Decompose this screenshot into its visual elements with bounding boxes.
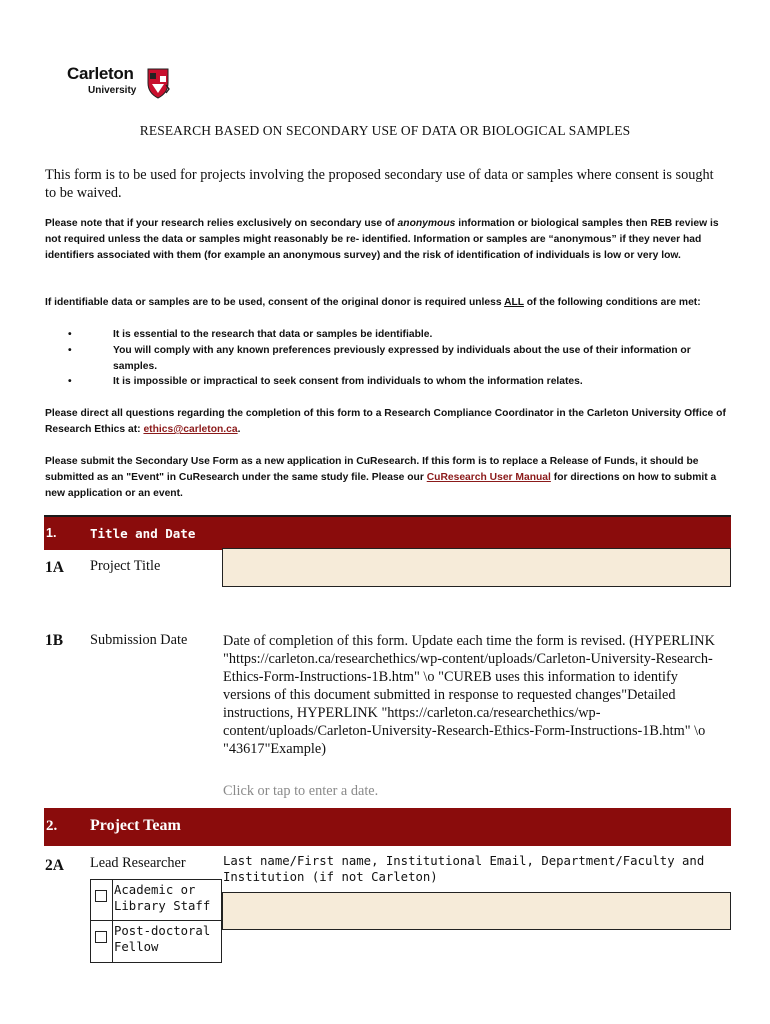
condition-item: It is essential to the research that data or samples be identifiable. [113,329,433,340]
row-2a-id: 2A [45,857,64,874]
university-logo-name: Carleton [67,64,134,83]
submit-text: Please submit the Secondary Use Form as a new application in CuResearch. If this form is to replace a Release of Funds, it should be submitted as an "Event" in CuResearch under the same study file. Please our [45,456,699,483]
conditions-tail: of the following conditions are met: [523,297,701,308]
conditions-all: ALL [504,297,524,308]
postdoc-label: Post-doctoral Fellow [114,924,211,954]
note-part2: information or biological samples then REB review is not required unless the data or samples might reasonably be re- identified. Information or samples are “anonymous” if they never had identifiers associated with them (for example an anonymous survey) and the risk of identification of individuals is low or very low. [45,218,719,261]
submit-paragraph [45,454,735,502]
submission-date-picker[interactable]: Click or tap to enter a date. [223,783,379,799]
conditions-paragraph [45,295,735,311]
questions-text: Please direct all questions regarding the completion of this form to a Research Compliance Coordinator in the Carleton University Office of Research Ethics at: [45,408,726,435]
row-1b-id: 1B [45,632,64,649]
lead-researcher-input[interactable] [222,892,731,930]
bullet-marker: • [68,376,72,387]
section-2-number: 2. [46,818,58,834]
curesearch-manual-link[interactable]: CuResearch User Manual [426,472,551,483]
submit-tail: for directions on how to submit a new application or an event. [45,472,717,499]
lead-researcher-instruction: Last name/First name, Institutional Email, Department/Faculty and Institution (if not Carleton) [223,854,705,884]
row-1a-id: 1A [45,559,64,576]
submission-date-label: Submission Date [90,632,188,648]
condition-item: You will comply with any known preferences previously expressed by individuals about the use of their information or samples. [113,345,691,372]
carleton-crest-icon [146,67,170,99]
section-1-number: 1. [46,526,57,540]
academic-staff-label: Academic or Library Staff [114,883,211,913]
note-anonymous: anonymous [397,218,456,229]
lead-researcher-label: Lead Researcher [90,855,186,871]
bullet-marker: • [68,329,72,340]
ethics-email-link[interactable]: ethics@carleton.ca [143,424,238,435]
bullet-marker: • [68,345,72,356]
academic-staff-checkbox[interactable] [95,890,107,902]
conditions-lead: If identifiable data or samples are to be used, consent of the original donor is required unless [45,297,505,308]
submission-date-description: Date of completion of this form. Update each time the form is revised. (HYPERLINK "https://carleton.ca/researchethics/wp-content/uploads/Carleton-University-Research-Ethics-Form-Instructions-1B.htm" \o "CUREB uses this information to identify versions of this document submitted in response to requested changes"Detailed instructions, HYPERLINK "https://carleton.ca/researchethics/wp-content/uploads/Carleton-University-Research-Ethics-Form-Instructions-1B.htm" \o "43617"Example) [223,633,715,757]
university-logo-subtitle: University [88,85,137,96]
project-title-input[interactable] [222,548,731,587]
questions-paragraph [45,406,735,438]
section-2-header [44,808,731,846]
form-title: RESEARCH BASED ON SECONDARY USE OF DATA OR BIOLOGICAL SAMPLES [139,123,631,138]
section-1-header [44,515,731,550]
condition-item: It is impossible or impractical to seek consent from individuals to whom the information relates. [113,376,583,387]
note-part1: Please note that if your research relies exclusively on secondary use of [45,218,398,229]
section-2-title: Project Team [90,817,181,834]
questions-end: . [237,424,241,435]
options-column-divider [112,879,113,962]
intro-paragraph: This form is to be used for projects involving the proposed secondary use of data or samples where consent is sought to be waived. [45,167,714,201]
options-divider [90,920,221,921]
postdoc-checkbox[interactable] [95,931,107,943]
anonymous-note-paragraph [45,216,735,264]
project-title-label: Project Title [90,558,161,574]
section-1-title: Title and Date [90,526,196,541]
